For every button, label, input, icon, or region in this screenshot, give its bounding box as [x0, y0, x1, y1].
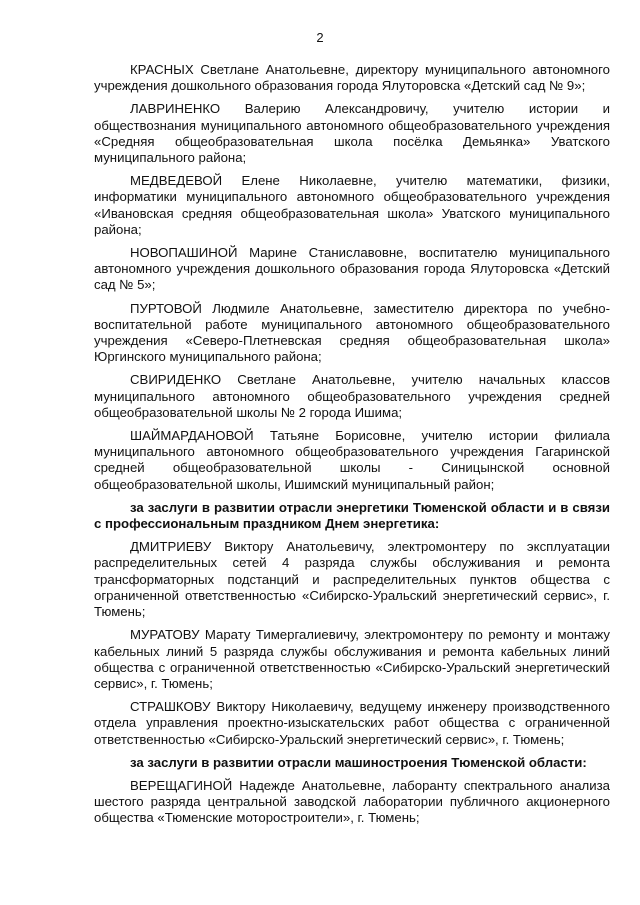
award-entry: ВЕРЕЩАГИНОЙ Надежде Анатольевне, лаборанту спектрального анализа шестого разряда центральной заводской лаборатории публичного акционерного общества «Тюменские моторостроители», г. Тюмень; [94, 777, 610, 826]
section-heading: за заслуги в развитии отрасли машиностроения Тюменской области: [130, 754, 587, 770]
award-entry: СТРАШКОВУ Виктору Николаевичу, ведущему инженеру производственного отдела управления проектно-изыскательских работ общества с ограниченной ответственностью «Сибирско-Уральский энергетический сервис», г. Тюмень; [94, 699, 610, 747]
award-entry: СВИРИДЕНКО Светлане Анатольевне, учителю начальных классов муниципального автономного общеобразовательного учреждения средней общеобразовательной школы № 2 города Ишима; [94, 372, 610, 420]
section-heading: за заслуги в развитии отрасли энергетики Тюменской области и в связи с профессиональным праздником Днем энергетика: [94, 499, 610, 532]
award-entry: МЕДВЕДЕВОЙ Елене Николаевне, учителю математики, физики, информатики муниципального автономного общеобразовательного учреждения «Ивановская средняя общеобразовательная школа» Уватского муниципального района; [94, 173, 610, 237]
award-entry: ЛАВРИНЕНКО Валерию Александровичу, учителю истории и обществознания муниципального автономного общеобразовательного учреждения «Средняя общеобразовательная школа посёлка Демьянка» Уватского муниципального района; [94, 101, 610, 166]
award-entry: МУРАТОВУ Марату Тимергалиевичу, электромонтеру по ремонту и монтажу кабельных линий 5 разряда службы обслуживания и ремонта кабельных линий общества с ограниченной ответственностью «Сибирско-Уральский энергетический сервис», г. Тюмень; [94, 627, 610, 691]
award-entry: ШАЙМАРДАНОВОЙ Татьяне Борисовне, учителю истории филиала муниципального автономного общеобразовательного учреждения Гагаринской средней общеобразовательной школы - Синицынской основной общеобразовательной школы, Ишимский муниципальный район; [94, 428, 610, 492]
document-body [94, 62, 610, 834]
award-entry: КРАСНЫХ Светлане Анатольевне, директору муниципального автономного учреждения дошкольного образования города Ялуторовска «Детский сад № 9»; [94, 62, 610, 94]
award-entry: НОВОПАШИНОЙ Марине Станиславовне, воспитателю муниципального автономного учреждения дошкольного образования города Ялуторовска «Детский сад № 5»; [94, 245, 610, 293]
award-entry: ДМИТРИЕВУ Виктору Анатольевичу, электромонтеру по эксплуатации распределительных сетей 4 разряда службы обслуживания и ремонта трансформаторных подстанций и распределительных пунктов общества с ограниченной ответственностью «Сибирско-Уральский энергетический сервис», г. Тюмень; [94, 539, 610, 620]
award-entry: ПУРТОВОЙ Людмиле Анатольевне, заместителю директора по учебно-воспитательной работе муниципального автономного общеобразовательного учреждения «Северо-Плетневская средняя общеобразовательная школа» Юргинского муниципального района; [94, 300, 610, 365]
page-number: 2 [316, 30, 324, 45]
